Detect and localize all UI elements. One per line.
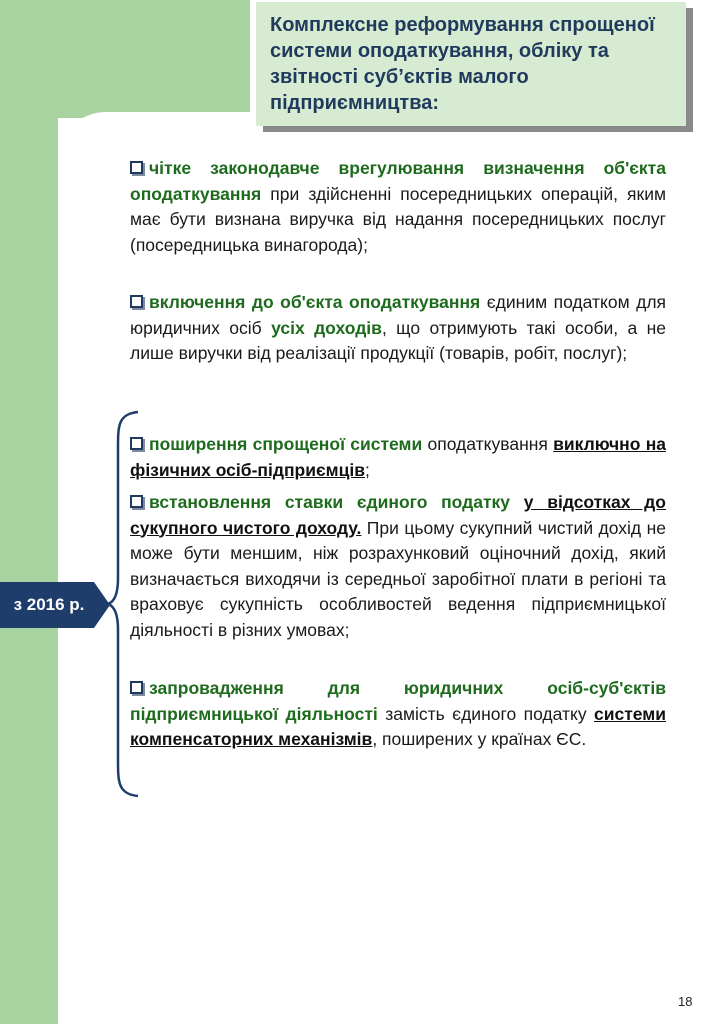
- square-bullet-icon: [130, 161, 143, 174]
- item-highlight: усіх доходів: [271, 317, 382, 338]
- item-text: , що отримують такі особи, а не лише виручки від реалізації продукції (товарів, робіт, послуг);: [130, 317, 666, 363]
- list-item-2: [130, 290, 666, 367]
- item-text: При цьому сукупний чистий дохід не може бути меншим, ніж розрахунковий оціночний дохід, який визначається виходячи із середньої заробітної плати в регіоні та враховує сукупність особливостей ведення підприємницької діяльності в різних умовах;: [130, 517, 666, 640]
- item-highlight: запровадження для юридичних осіб-суб'єктів підприємницької діяльності: [130, 678, 666, 724]
- year-badge-label: з 2016 р.: [13, 595, 85, 614]
- item-emphasis: системи компенсаторних механізмів: [130, 703, 667, 749]
- list-item-5: [130, 676, 666, 753]
- item-emphasis: у відсотках до сукупного чистого доходу.: [130, 492, 666, 538]
- title-box: [256, 2, 686, 126]
- list-item-3: [130, 432, 666, 483]
- item-highlight: встановлення ставки єдиного податку: [149, 492, 511, 512]
- slide-title: Комплексне реформування спрощеної системи оподаткування, обліку та звітності суб’єктів малого підприємництва:: [270, 14, 655, 114]
- item-highlight: включення до об'єкта оподаткування: [149, 292, 481, 312]
- square-bullet-icon: [130, 295, 143, 308]
- item-highlight: чітке законодавче врегулювання визначення об'єкта оподаткування: [130, 158, 666, 204]
- item-text: оподаткування: [422, 434, 554, 454]
- item-text: , поширених у країнах ЄС.: [372, 729, 587, 749]
- item-text: ;: [364, 459, 370, 480]
- item-emphasis: виключно на фізичних осіб-підприємців: [130, 434, 666, 480]
- top-green-band: [0, 0, 250, 118]
- list-item-1: [130, 156, 666, 258]
- item-highlight: поширення спрощеної системи: [149, 434, 423, 454]
- page-number: 18: [678, 994, 693, 1009]
- list-item-4: [130, 490, 666, 643]
- item-text: [510, 492, 524, 512]
- item-text: при здійсненні посередницьких операцій, яким має бути визнана виручка від надання посередницьких послуг (посередницька винагорода);: [130, 183, 666, 255]
- item-text: замість єдиного податку: [377, 703, 595, 724]
- left-green-band: [0, 0, 58, 1024]
- item-text: єдиним податком для юридичних осіб: [130, 292, 667, 338]
